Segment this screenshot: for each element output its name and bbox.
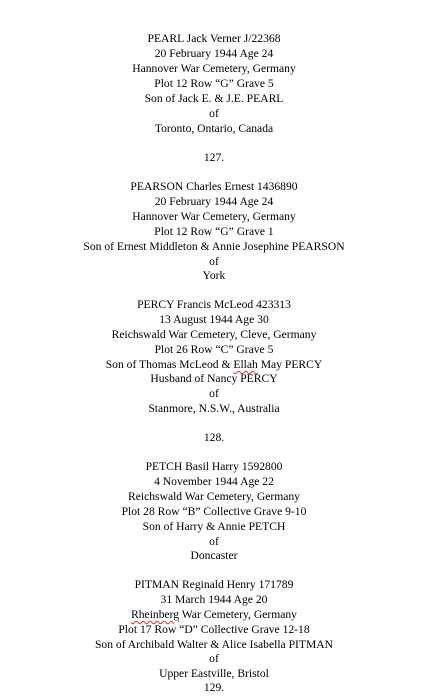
entry-pearson-cemetery: Hannover War Cemetery, Germany bbox=[132, 210, 296, 223]
entry-percy-spouse: Husband of Nancy PERCY bbox=[150, 372, 278, 385]
entry-pearson-of: of bbox=[209, 255, 219, 268]
entry-petch-of: of bbox=[209, 535, 219, 548]
entry-pearl-place: Toronto, Ontario, Canada bbox=[154, 122, 274, 135]
entry-percy-parents-before: Son of Thomas McLeod & bbox=[105, 358, 234, 371]
entry-petch-grave: Plot 28 Row “B” Collective Grave 9-10 bbox=[121, 505, 307, 518]
entry-percy-parents bbox=[0, 358, 428, 372]
entry-pearson-grave: Plot 12 Row “G” Grave 1 bbox=[154, 225, 274, 238]
entry-pearl-name: PEARL Jack Verner J/22368 bbox=[147, 32, 281, 45]
entry-pearl-grave: Plot 12 Row “G” Grave 5 bbox=[154, 77, 274, 90]
entry-pearson-parents: Son of Ernest Middleton & Annie Josephine PEARSON bbox=[83, 240, 345, 253]
entry-percy-grave: Plot 26 Row “C” Grave 5 bbox=[154, 343, 274, 356]
entry-pitman-of: of bbox=[209, 652, 219, 665]
page-number-127: 127. bbox=[203, 151, 225, 164]
entry-percy-name: PERCY Francis McLeod 423313 bbox=[137, 298, 291, 311]
entry-petch-cemetery: Reichswald War Cemetery, Germany bbox=[128, 490, 300, 503]
entry-percy-place: Stanmore, N.S.W., Australia bbox=[148, 402, 280, 415]
entry-pitman-date: 31 March 1944 Age 20 bbox=[160, 593, 268, 606]
entry-pitman-cemetery bbox=[0, 608, 428, 622]
entry-percy-date: 13 August 1944 Age 30 bbox=[159, 313, 269, 326]
entry-pearl-cemetery: Hannover War Cemetery, Germany bbox=[132, 62, 296, 75]
entry-pitman-parents: Son of Archibald Walter & Alice Isabella PITMAN bbox=[94, 638, 334, 651]
entry-percy-of: of bbox=[209, 387, 219, 400]
entry-petch-date: 4 November 1944 Age 22 bbox=[154, 475, 274, 488]
page-number-129: 129. bbox=[203, 681, 225, 694]
entry-petch-parents: Son of Harry & Annie PETCH bbox=[142, 520, 286, 533]
entry-pearl-parents: Son of Jack E. & J.E. PEARL bbox=[144, 92, 284, 105]
entry-pearson-date: 20 February 1944 Age 24 bbox=[154, 195, 274, 208]
entry-percy-parents-after: May PERCY bbox=[257, 358, 323, 371]
entry-pearl-of: of bbox=[209, 107, 219, 120]
entry-pitman-name: PITMAN Reginald Henry 171789 bbox=[134, 578, 294, 591]
spellcheck-flagged-word[interactable]: Rheinberg bbox=[131, 608, 180, 621]
entry-pitman-cemetery-rest: War Cemetery, Germany bbox=[179, 608, 297, 621]
entry-petch-place: Doncaster bbox=[190, 549, 238, 562]
entry-pearson-name: PEARSON Charles Ernest 1436890 bbox=[130, 180, 298, 193]
entry-pearson-place: York bbox=[202, 269, 226, 282]
spellcheck-flagged-word[interactable]: Ellah bbox=[233, 358, 258, 371]
entry-petch-name: PETCH Basil Harry 1592800 bbox=[145, 460, 283, 473]
entry-percy-cemetery: Reichswald War Cemetery, Cleve, Germany bbox=[111, 328, 317, 341]
entry-pearl-date: 20 February 1944 Age 24 bbox=[154, 47, 274, 60]
entry-pitman-grave: Plot 17 Row “D” Collective Grave 12-18 bbox=[118, 623, 310, 636]
entry-pitman-place: Upper Eastville, Bristol bbox=[159, 667, 269, 680]
page-number-128: 128. bbox=[203, 431, 225, 444]
